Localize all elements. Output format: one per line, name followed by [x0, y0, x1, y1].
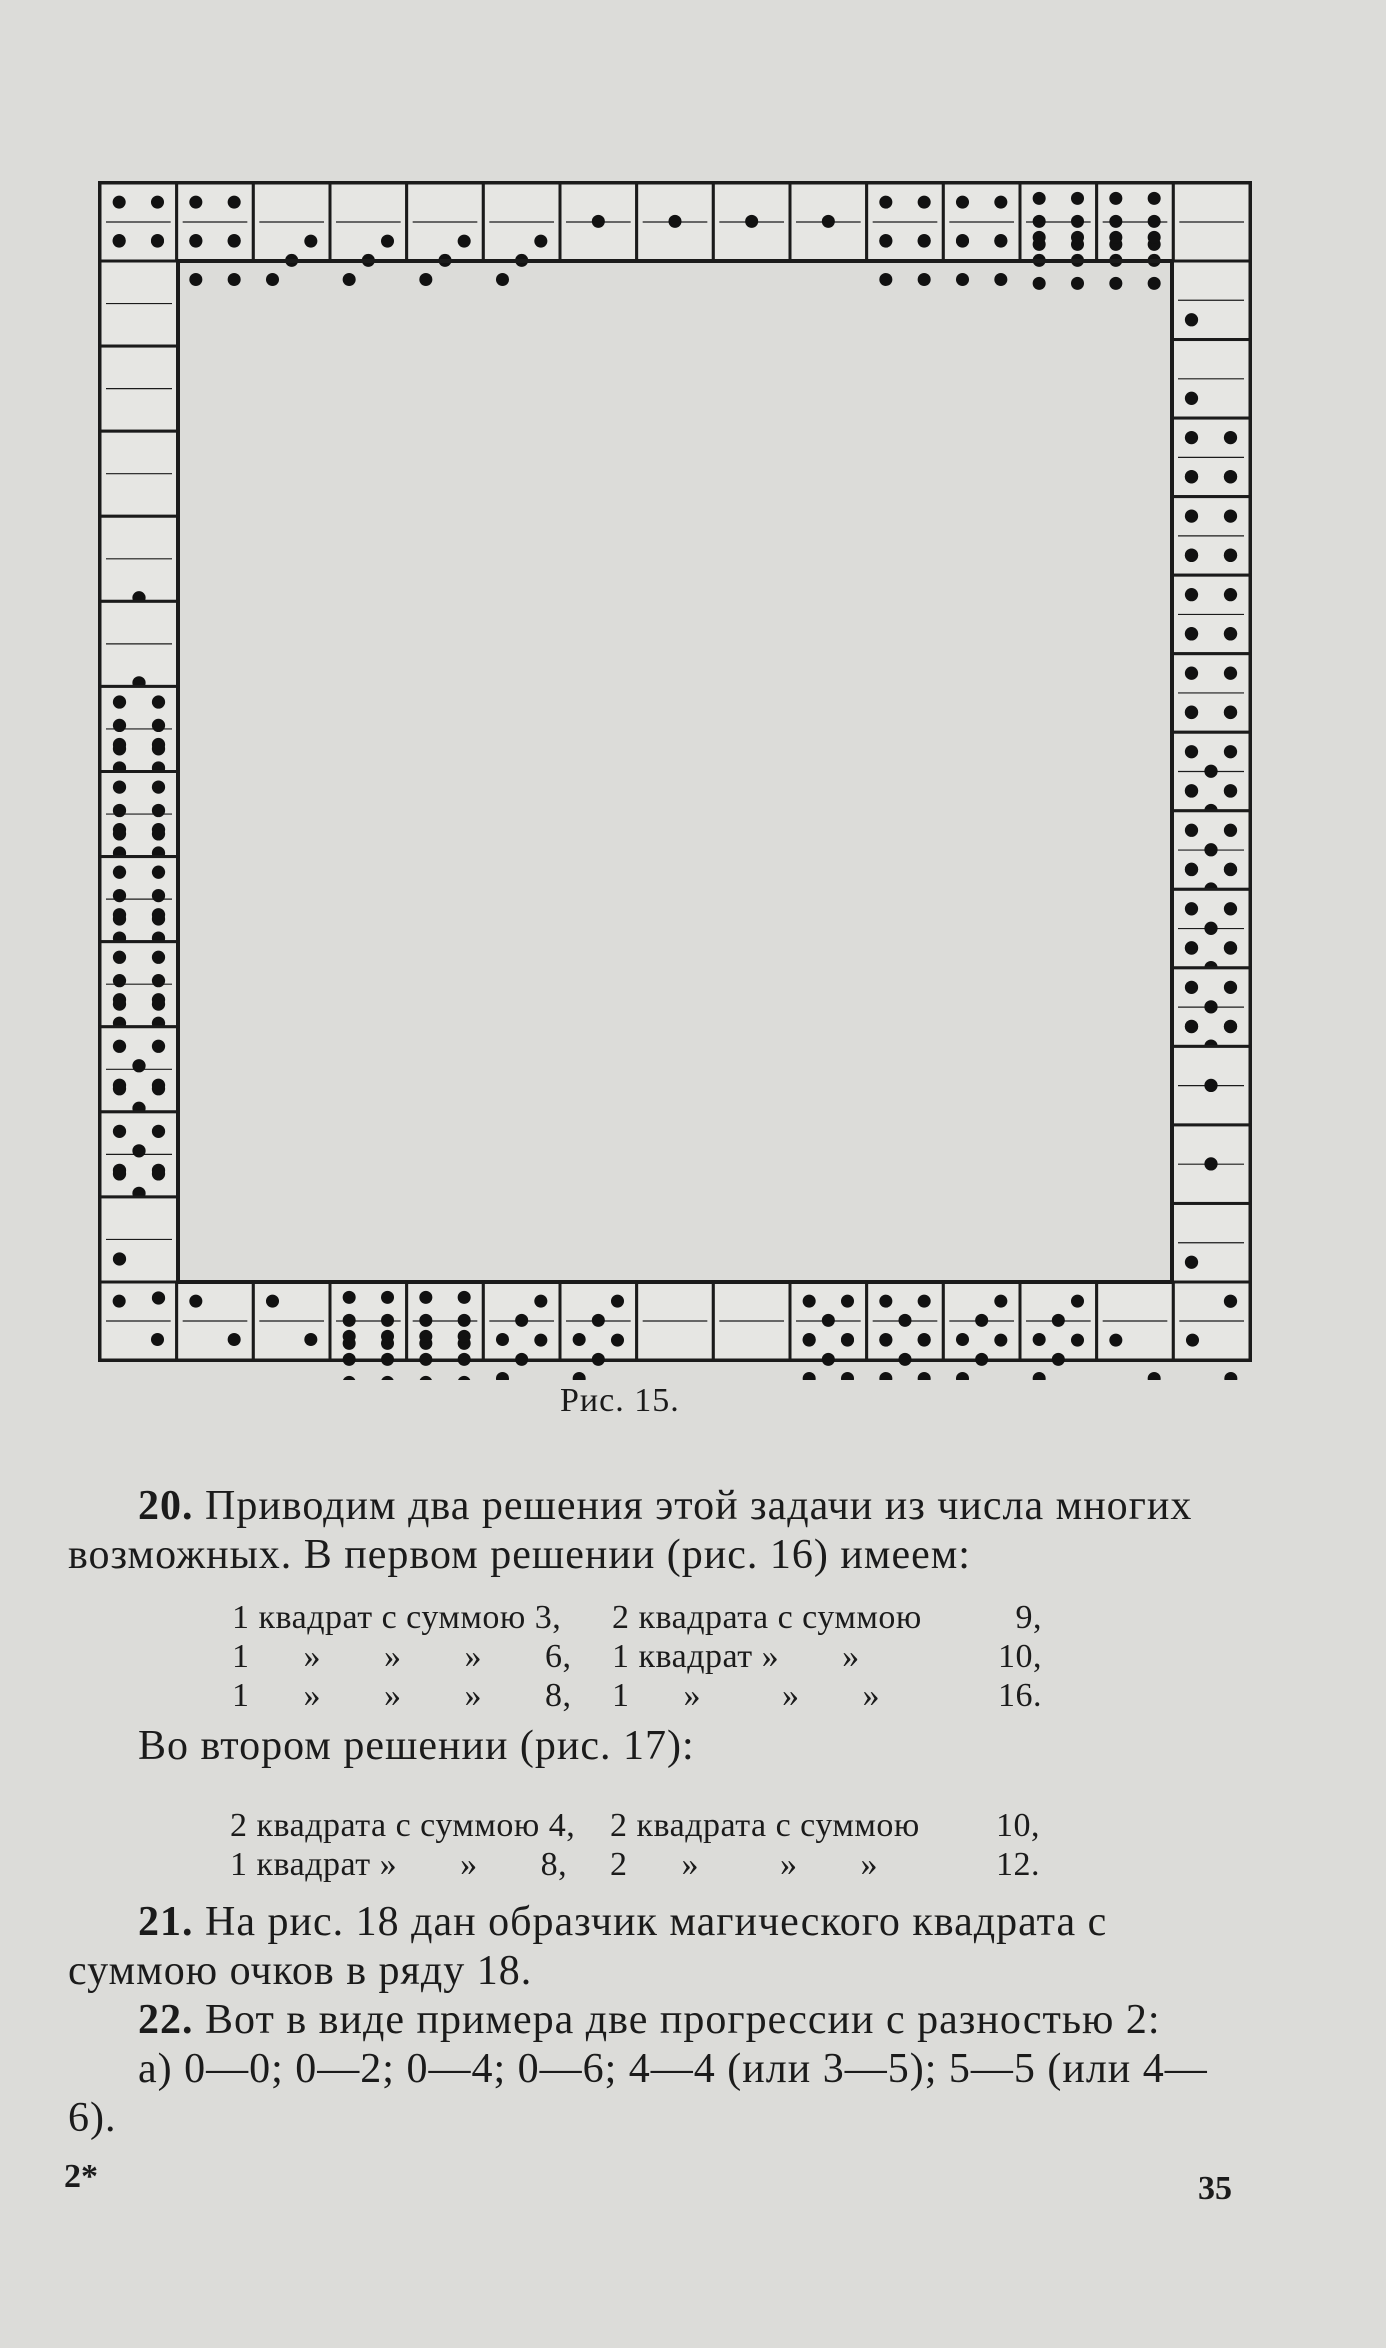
- domino-pip: [1185, 470, 1198, 483]
- sheet-signature: 2*: [64, 2158, 98, 2195]
- domino-pip: [113, 196, 126, 209]
- domino-pip: [918, 196, 931, 209]
- frame-inner-border: [178, 261, 1172, 1282]
- domino-pip: [803, 1372, 816, 1380]
- domino-pip: [592, 1314, 605, 1327]
- domino-pip: [1185, 667, 1198, 680]
- domino-pip: [1148, 192, 1161, 205]
- domino-pip: [879, 1295, 892, 1308]
- domino-pip: [1224, 981, 1237, 994]
- problem-21-text: На рис. 18 дан образчик магического квадрата с суммою очков в ряду 18.: [68, 1899, 1108, 1994]
- domino-pip: [228, 1333, 241, 1346]
- sol2-cell: 2 квадрата с суммою: [610, 1806, 920, 1844]
- domino-pip: [152, 889, 165, 902]
- domino-pip: [343, 1314, 356, 1327]
- domino-pip: [113, 804, 126, 817]
- domino-pip: [611, 1334, 624, 1347]
- domino-pip: [803, 1295, 816, 1308]
- domino-pip: [113, 1295, 126, 1308]
- domino-pip: [496, 1333, 509, 1346]
- domino-pip: [496, 1372, 509, 1380]
- domino-pip: [822, 215, 835, 228]
- domino-pip: [1224, 627, 1237, 640]
- domino-pip: [381, 1353, 394, 1366]
- sol1-cell: 1 квадрат с суммою 3,: [232, 1598, 562, 1636]
- domino-pip: [189, 196, 202, 209]
- domino-pip: [113, 1040, 126, 1053]
- domino-pip: [1224, 863, 1237, 876]
- problem-22-number: 22.: [138, 1997, 194, 2043]
- domino-pip: [496, 273, 509, 286]
- domino-pip: [458, 1291, 471, 1304]
- domino-pip: [1033, 215, 1046, 228]
- domino-pip: [956, 273, 969, 286]
- domino-pip: [381, 1314, 394, 1327]
- domino-pip: [113, 866, 126, 879]
- domino-pip: [1071, 231, 1084, 244]
- solution-2-table: [230, 1806, 1040, 1884]
- domino-pip: [1224, 784, 1237, 797]
- problem-22-paragraph: [68, 1996, 1248, 2045]
- domino-pip: [1033, 192, 1046, 205]
- domino-pip: [228, 196, 241, 209]
- domino-pip: [152, 1291, 165, 1304]
- domino-pip: [1033, 1372, 1046, 1380]
- domino-pip: [956, 235, 969, 248]
- domino-pip: [152, 974, 165, 987]
- sol1-cell: 1 » » »: [612, 1676, 880, 1714]
- domino-pip: [304, 235, 317, 248]
- domino-pip: [458, 1353, 471, 1366]
- domino-pip: [113, 1252, 126, 1265]
- domino-pip: [1185, 863, 1198, 876]
- domino-pip: [1052, 1314, 1065, 1327]
- domino-pip: [1185, 431, 1198, 444]
- domino-pip: [1109, 192, 1122, 205]
- domino-pip: [343, 1291, 356, 1304]
- domino-pip: [381, 1330, 394, 1343]
- problem-22-text: Вот в виде примера две прогрессии с разностью 2:: [205, 1997, 1161, 2043]
- domino-pip: [994, 1334, 1007, 1347]
- domino-pip: [822, 1314, 835, 1327]
- domino-pip: [1071, 215, 1084, 228]
- domino-pip: [1224, 941, 1237, 954]
- domino-pip: [1185, 392, 1198, 405]
- domino-pip: [458, 1314, 471, 1327]
- domino-pip: [266, 1295, 279, 1308]
- domino-pip: [1224, 588, 1237, 601]
- problem-21-paragraph: [68, 1898, 1248, 1996]
- problem-20-paragraph: [68, 1482, 1248, 1580]
- domino-pip: [458, 1330, 471, 1343]
- sol1-cell: 9,: [1015, 1598, 1042, 1636]
- domino-pip: [1185, 1256, 1198, 1269]
- domino-pip: [381, 1376, 394, 1380]
- domino-pip: [898, 1353, 911, 1366]
- sol1-row: [232, 1676, 1042, 1715]
- domino-pip: [1185, 588, 1198, 601]
- domino-pip: [1204, 765, 1217, 778]
- domino-pip: [152, 780, 165, 793]
- domino-pip: [841, 1334, 854, 1347]
- domino-pip: [1224, 1372, 1237, 1380]
- domino-pip: [534, 235, 547, 248]
- domino-pip: [113, 823, 126, 836]
- domino-pip: [419, 1291, 432, 1304]
- domino-pip: [1109, 277, 1122, 290]
- sol2-row: [230, 1806, 1040, 1845]
- domino-pip: [152, 951, 165, 964]
- sol2-cell: 1 квадрат » » 8,: [230, 1845, 568, 1883]
- domino-pip: [113, 695, 126, 708]
- sol1-cell: 10,: [998, 1637, 1042, 1675]
- domino-pip: [419, 1330, 432, 1343]
- domino-pip: [918, 1334, 931, 1347]
- domino-pip: [956, 196, 969, 209]
- domino-pip: [113, 738, 126, 751]
- domino-pip: [113, 993, 126, 1006]
- domino-pip: [611, 1295, 624, 1308]
- domino-pip: [113, 908, 126, 921]
- domino-pip: [1224, 431, 1237, 444]
- domino-pip: [381, 235, 394, 248]
- domino-pip: [1204, 1000, 1217, 1013]
- domino-pip: [1185, 941, 1198, 954]
- domino-pip: [1224, 706, 1237, 719]
- domino-pip: [1204, 843, 1217, 856]
- domino-pip: [343, 273, 356, 286]
- domino-pip: [152, 866, 165, 879]
- domino-pip: [1109, 215, 1122, 228]
- domino-pip: [458, 1376, 471, 1380]
- domino-pip: [151, 1333, 164, 1346]
- sol1-cell: 1 квадрат » »: [612, 1637, 860, 1675]
- domino-pip: [822, 1353, 835, 1366]
- domino-pip: [151, 196, 164, 209]
- domino-pip: [1033, 231, 1046, 244]
- sol2-cell: 10,: [996, 1806, 1040, 1844]
- problem-21-number: 21.: [138, 1899, 194, 1945]
- domino-pip: [113, 889, 126, 902]
- domino-pip: [113, 719, 126, 732]
- domino-pip: [1033, 277, 1046, 290]
- domino-pip: [1148, 277, 1161, 290]
- solution-1-table: [232, 1598, 1042, 1715]
- domino-pip: [1185, 745, 1198, 758]
- domino-pip: [803, 1334, 816, 1347]
- domino-pip: [151, 235, 164, 248]
- domino-pip: [419, 273, 432, 286]
- domino-pip: [573, 1333, 586, 1346]
- figure-caption: Рис. 15.: [560, 1382, 680, 1419]
- domino-pip: [592, 1353, 605, 1366]
- domino-pip: [152, 1167, 165, 1180]
- page-number: 35: [1198, 2170, 1232, 2207]
- domino-pip: [1148, 1372, 1161, 1380]
- domino-pip: [113, 235, 126, 248]
- domino-pip: [994, 273, 1007, 286]
- domino-pip: [132, 1144, 145, 1157]
- domino-pip: [343, 1376, 356, 1380]
- domino-pip: [515, 1353, 528, 1366]
- domino-pip: [1224, 470, 1237, 483]
- domino-pip: [189, 1295, 202, 1308]
- problem-20-text: Приводим два решения этой задачи из числа многих возможных. В первом решении (рис. 16) имеем:: [68, 1483, 1193, 1578]
- domino-pip: [189, 273, 202, 286]
- domino-pip: [956, 1372, 969, 1380]
- domino-pip: [152, 1040, 165, 1053]
- domino-pip: [132, 1059, 145, 1072]
- domino-pip: [994, 1295, 1007, 1308]
- domino-pip: [879, 1334, 892, 1347]
- domino-pip: [1204, 922, 1217, 935]
- domino-pip: [592, 215, 605, 228]
- domino-pip: [228, 273, 241, 286]
- sol1-cell: 1 » » » 6,: [232, 1637, 572, 1675]
- frame-outer-border: [100, 183, 1250, 1360]
- domino-pip: [975, 1314, 988, 1327]
- domino-pip: [1185, 706, 1198, 719]
- domino-pip: [343, 1330, 356, 1343]
- domino-pip: [152, 695, 165, 708]
- domino-pip: [515, 1314, 528, 1327]
- domino-pip: [1109, 1334, 1122, 1347]
- domino-pip: [668, 215, 681, 228]
- problem-20-number: 20.: [138, 1483, 194, 1529]
- domino-pip: [152, 908, 165, 921]
- domino-pip: [534, 1334, 547, 1347]
- domino-pip: [1148, 231, 1161, 244]
- domino-pip: [1185, 824, 1198, 837]
- domino-pip: [994, 235, 1007, 248]
- domino-pip: [113, 974, 126, 987]
- domino-pip: [1185, 509, 1198, 522]
- domino-pip: [152, 823, 165, 836]
- domino-pip: [1224, 902, 1237, 915]
- domino-pip: [1224, 509, 1237, 522]
- domino-pip: [898, 1314, 911, 1327]
- domino-pip: [304, 1333, 317, 1346]
- domino-pip: [1071, 277, 1084, 290]
- domino-pip: [879, 235, 892, 248]
- sol2-cell: 2 » » »: [610, 1845, 878, 1883]
- sol1-row: [232, 1598, 1042, 1637]
- domino-pip: [573, 1372, 586, 1380]
- domino-pip: [1224, 549, 1237, 562]
- domino-pip: [343, 1353, 356, 1366]
- sol1-cell: 2 квадрата с суммою: [612, 1598, 922, 1636]
- domino-pip: [113, 1125, 126, 1138]
- domino-pip: [1224, 1295, 1237, 1308]
- domino-pip: [956, 1333, 969, 1346]
- domino-pip: [1185, 902, 1198, 915]
- domino-pip: [1185, 1020, 1198, 1033]
- sol1-row: [232, 1637, 1042, 1676]
- domino-pip: [381, 1291, 394, 1304]
- domino-pip: [1224, 824, 1237, 837]
- domino-pip: [1224, 1020, 1237, 1033]
- domino-pip: [266, 273, 279, 286]
- domino-pip: [152, 804, 165, 817]
- domino-pip: [113, 780, 126, 793]
- domino-pip: [918, 273, 931, 286]
- sol2-cell: 2 квадрата с суммою 4,: [230, 1806, 576, 1844]
- domino-pip: [1224, 745, 1237, 758]
- domino-pip: [419, 1314, 432, 1327]
- domino-pip: [841, 1295, 854, 1308]
- domino-pip: [113, 1167, 126, 1180]
- domino-pip: [1185, 627, 1198, 640]
- domino-pip: [228, 235, 241, 248]
- sol2-cell: 12.: [996, 1845, 1040, 1883]
- domino-pip: [113, 951, 126, 964]
- domino-pip: [918, 1295, 931, 1308]
- domino-pip: [879, 196, 892, 209]
- domino-pip: [1071, 1295, 1084, 1308]
- domino-pip: [745, 215, 758, 228]
- domino-pip: [1185, 784, 1198, 797]
- domino-pip: [152, 1125, 165, 1138]
- domino-pip: [189, 235, 202, 248]
- domino-pip: [419, 1353, 432, 1366]
- domino-pip: [841, 1372, 854, 1380]
- domino-pip: [879, 273, 892, 286]
- domino-pip: [1148, 215, 1161, 228]
- domino-pip: [1204, 1079, 1217, 1092]
- problem-22-line-a: а) 0—0; 0—2; 0—4; 0—6; 4—4 (или 3—5); 5—5 (или 4—6).: [68, 2046, 1208, 2141]
- domino-pip: [419, 1376, 432, 1380]
- domino-pip: [1052, 1353, 1065, 1366]
- domino-pip: [1185, 549, 1198, 562]
- domino-pip: [458, 235, 471, 248]
- domino-pip: [152, 1082, 165, 1095]
- domino-pip: [1109, 231, 1122, 244]
- sol1-cell: 1 » » » 8,: [232, 1676, 572, 1714]
- domino-pip: [1204, 1157, 1217, 1170]
- domino-pip: [918, 1372, 931, 1380]
- domino-pip: [879, 1372, 892, 1380]
- domino-pip: [1185, 313, 1198, 326]
- domino-pip: [1071, 192, 1084, 205]
- sol2-row: [230, 1845, 1040, 1884]
- domino-pip: [113, 1082, 126, 1095]
- domino-pip: [1186, 1334, 1199, 1347]
- domino-pip: [1033, 1333, 1046, 1346]
- second-solution-intro: Во втором решении (рис. 17):: [138, 1723, 695, 1769]
- domino-pip: [975, 1353, 988, 1366]
- domino-pip: [1185, 981, 1198, 994]
- domino-pip: [1071, 1334, 1084, 1347]
- domino-pip: [918, 235, 931, 248]
- domino-pip: [152, 993, 165, 1006]
- domino-pip: [1224, 667, 1237, 680]
- domino-pip: [994, 196, 1007, 209]
- sol1-cell: 16.: [998, 1676, 1042, 1714]
- domino-pip: [152, 738, 165, 751]
- domino-pip: [534, 1295, 547, 1308]
- domino-pip: [152, 719, 165, 732]
